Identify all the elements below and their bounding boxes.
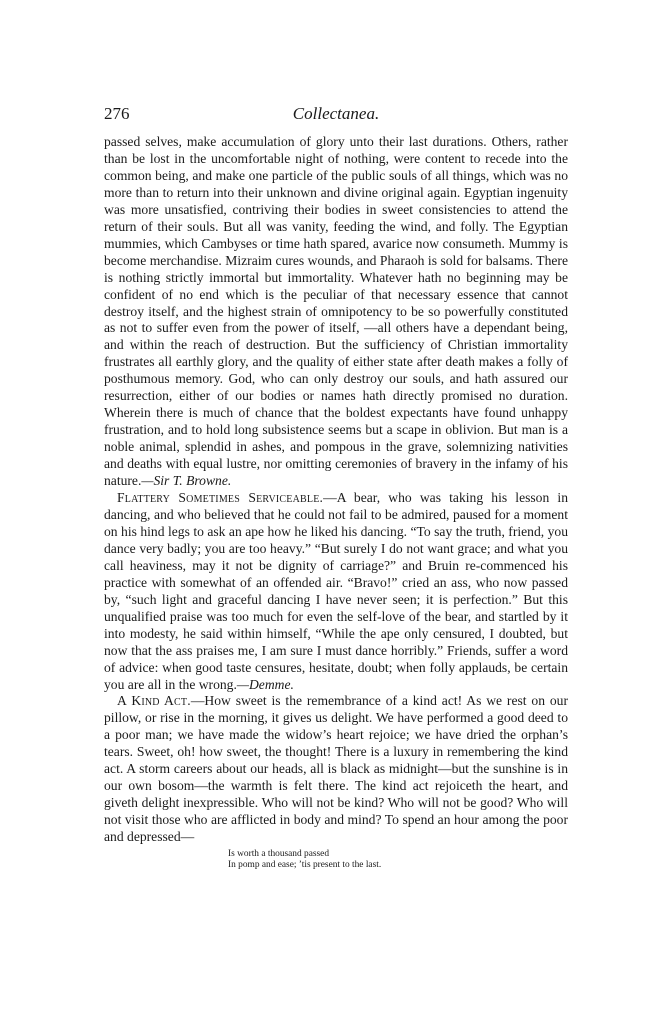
heading-kind-act: A Kind Act. [117,693,191,709]
verse-line-2: In pomp and ease; ’tis present to the last. [228,860,382,871]
page-number: 276 [104,104,130,123]
running-title: Collectanea. [292,104,380,123]
page-header [104,104,568,128]
paragraph-flattery [104,490,568,693]
book-page [104,104,568,871]
verse-line-1: Is worth a thousand passed [228,849,330,860]
paragraph-browne-text: passed selves, make accumulation of glory unto their last durations. Others, rather than be lost in the uncomfortable night of nothing, were content to recede into the common being, and make one particle of the public souls of all things, which was no more than to return into their unknown and divine original again. Egyptian ingenuity was more unsatisfied, contriving their bodies in sweet consistencies to attend the return of their souls. But all was vanity, feeding the wind, and folly. The Egyptian mummies, which Cambyses or time hath spared, avarice now consumeth. Mummy is become merchandise. Mizraim cures wounds, and Pharaoh is sold for balsams. There is nothing strictly immortal but immortality. Whatever hath no beginning may be confident of no end which is the peculiar of that necessary essence that cannot destroy itself, and the highest strain of omnipotency to be so powerfully constituted as not to suffer even from the power of itself, —all others have a dependant being, and within the reach of destruction. But the sufficiency of Christian immortality frustrates all earthly glory, and the quality of either state after death makes a folly of posthumous memory. God, who can only destroy our souls, and hath assured our resurrection, either of our bodies or names hath directly promised no duration. Wherein there is much of chance that the boldest expectants have found unhappy frustration, and to hold long subsistence seems but a scape in oblivion. But man is a noble animal, splendid in ashes, and pompous in the grave, solemnizing nativities and deaths with equal lustre, nor omitting ceremonies of bravery in the infamy of his nature. [104,134,568,489]
paragraph-kind-act-text: —How sweet is the remembrance of a kind act! As we rest on our pillow, or rise in the morning, it gives us delight. We have performed a good deed to a poor man; we have made the widow’s heart rejoice; we have dried the orphan’s tears. Sweet, oh! how sweet, the thought! There is a luxury in remembering the kind act. A storm careers about our heads, all is black as midnight—but the sunshine is in our own bosom—the warmth is felt there. The kind act rejoiceth the heart, and giveth delight inexpressible. Who will not be kind? Who will not be good? Who will not visit those who are afflicted in body and mind? To spend an hour among the poor and depressed— [104,693,568,845]
attribution-browne: —Sir T. Browne. [141,473,232,489]
attribution-demme: —Demme. [236,676,294,692]
verse-quote [228,849,568,871]
paragraph-flattery-text: —A bear, who was taking his lesson in dancing, and who believed that he could not fail to be admired, paused for a moment on his hind legs to ask an ape how he liked his dancing. “To say the truth, friend, you dance very badly; you are too heavy.” “But surely I do not want grace; and what you call heaviness, may it not be dignity of carriage?” and Bruin re-commenced his practice with somewhat of an offended air. “Bravo!” cried an ass, who now passed by, “such light and graceful dancing I have never seen; it is perfection.” But this unqualified praise was too much for even the self-love of the bear, and startled by it into modesty, he said within himself, “While the ape only censured, I doubted, but now that the ass praises me, I am sure I must dance horribly.” Friends, suffer a word of advice: when good taste censures, hesitate, doubt; when folly applauds, be certain you are all in the wrong. [104,490,568,692]
heading-flattery: Flattery Sometimes Serviceable. [117,490,324,506]
paragraph-kind-act [104,693,568,846]
paragraph-browne [104,134,568,490]
